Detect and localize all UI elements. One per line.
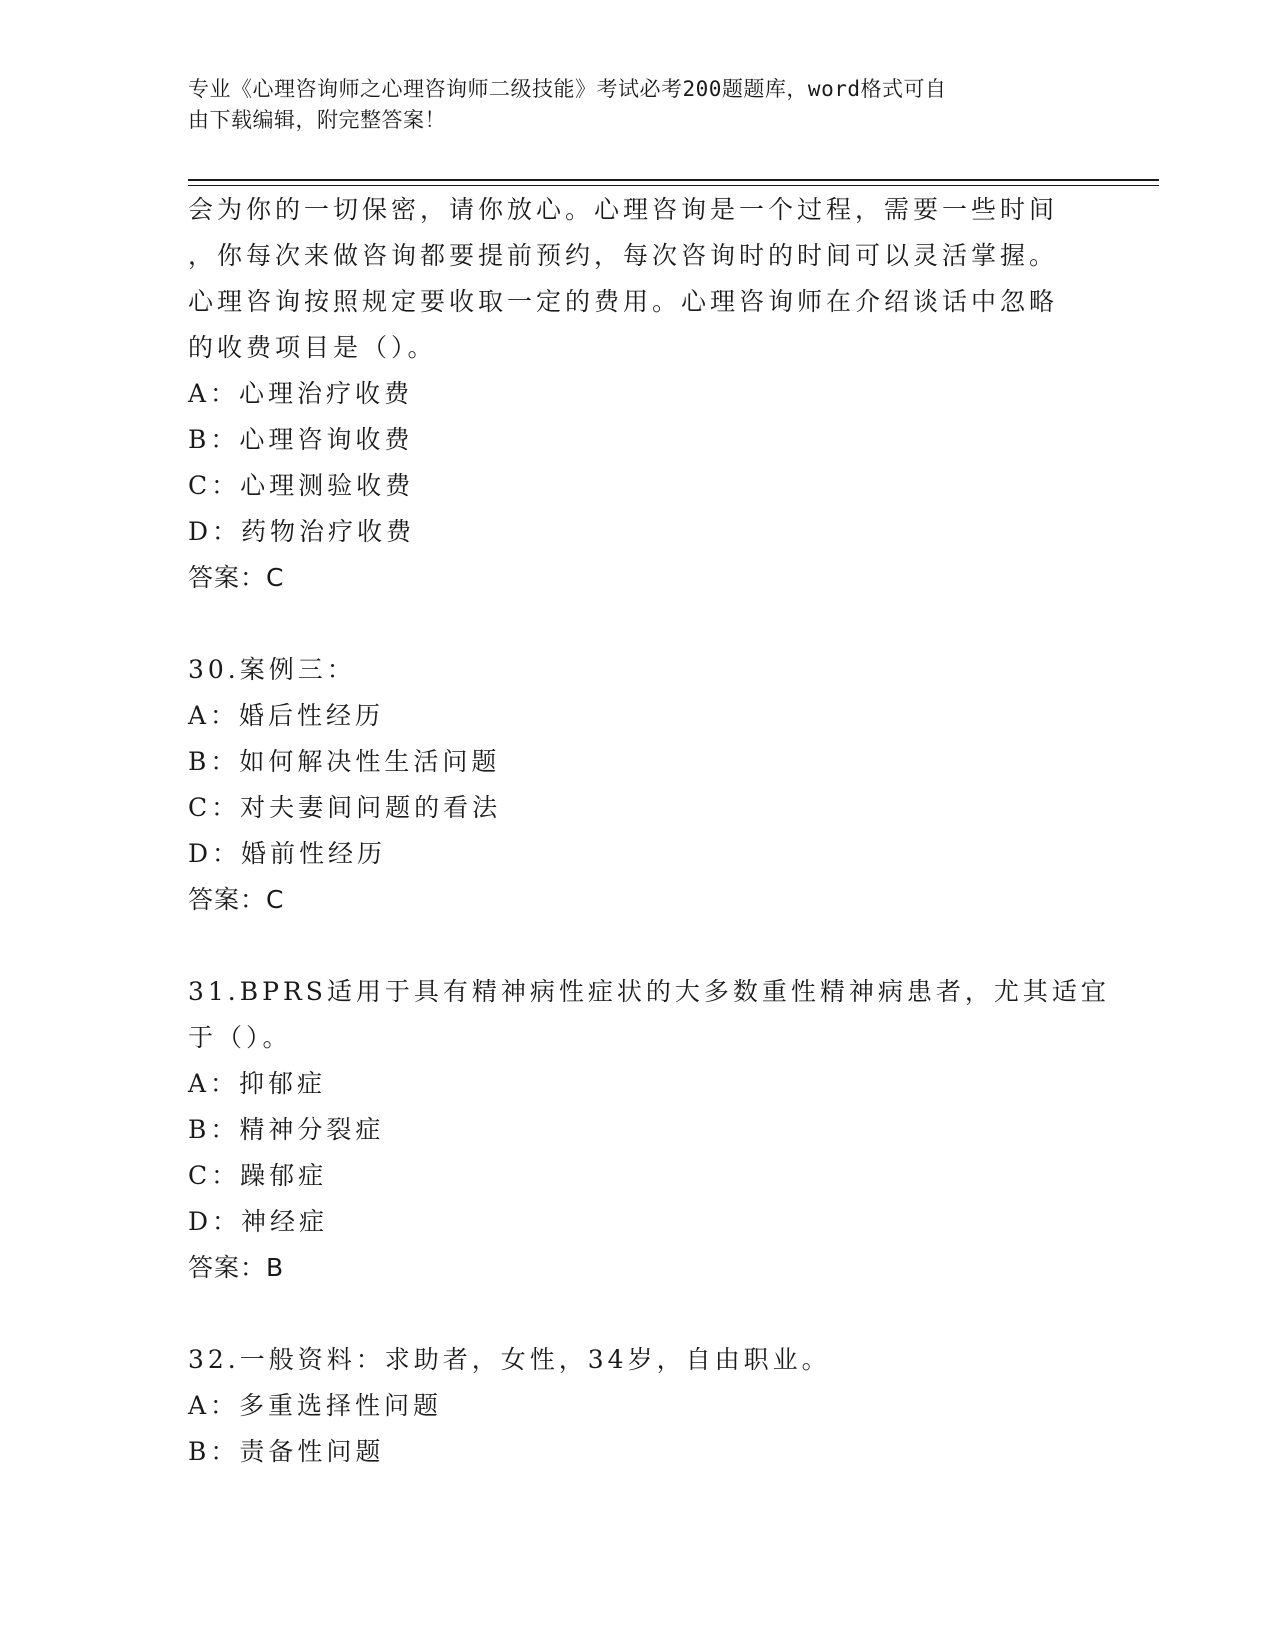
document-header [188,74,1088,136]
question-text: 31.BPRS适用于具有精神病性症状的大多数重性精神病患者，尤其适宜 [188,977,1110,1006]
option-a: A：心理治疗收费 [188,379,414,408]
question-text: 会为你的一切保密，请你放心。心理咨询是一个过程，需要一些时间 [188,195,1059,224]
header-divider-thick [188,179,1159,181]
answer: 答案：B [188,1253,285,1282]
question-text: 的收费项目是（）。 [188,333,437,362]
header-line-2: 由下载编辑，附完整答案！ [188,108,446,132]
option-d: D：神经症 [188,1207,329,1236]
option-a: A：婚后性经历 [188,701,385,730]
option-c: C：心理测验收费 [188,471,415,500]
option-a: A：抑郁症 [188,1069,327,1098]
option-d: D：婚前性经历 [188,839,387,868]
header-line-1: 专业《心理咨询师之心理咨询师二级技能》考试必考200题题库，word格式可自 [188,77,947,101]
option-b: B：如何解决性生活问题 [188,747,501,776]
option-b: B：精神分裂症 [188,1115,385,1144]
question-31 [188,969,1110,1291]
option-a: A：多重选择性问题 [188,1391,443,1420]
question-text: 30.案例三： [188,655,356,684]
question-text: 于（）。 [188,1023,292,1052]
question-30 [188,647,1088,923]
answer: 答案：C [188,563,285,592]
question-text: 心理咨询按照规定要收取一定的费用。心理咨询师在介绍谈话中忽略 [188,287,1059,316]
option-d: D：药物治疗收费 [188,517,416,546]
question-29 [188,187,1088,601]
option-c: C：躁郁症 [188,1161,328,1190]
header-divider-thin [188,185,1159,186]
answer: 答案：C [188,885,285,914]
option-b: B：责备性问题 [188,1437,385,1466]
question-text: ，你每次来做咨询都要提前预约，每次咨询时的时间可以灵活掌握。 [188,241,1059,270]
document-body [188,187,1110,1475]
question-text: 32.一般资料：求助者，女性，34岁，自由职业。 [188,1345,831,1374]
option-b: B：心理咨询收费 [188,425,414,454]
option-c: C：对夫妻间问题的看法 [188,793,502,822]
question-32 [188,1337,1088,1475]
